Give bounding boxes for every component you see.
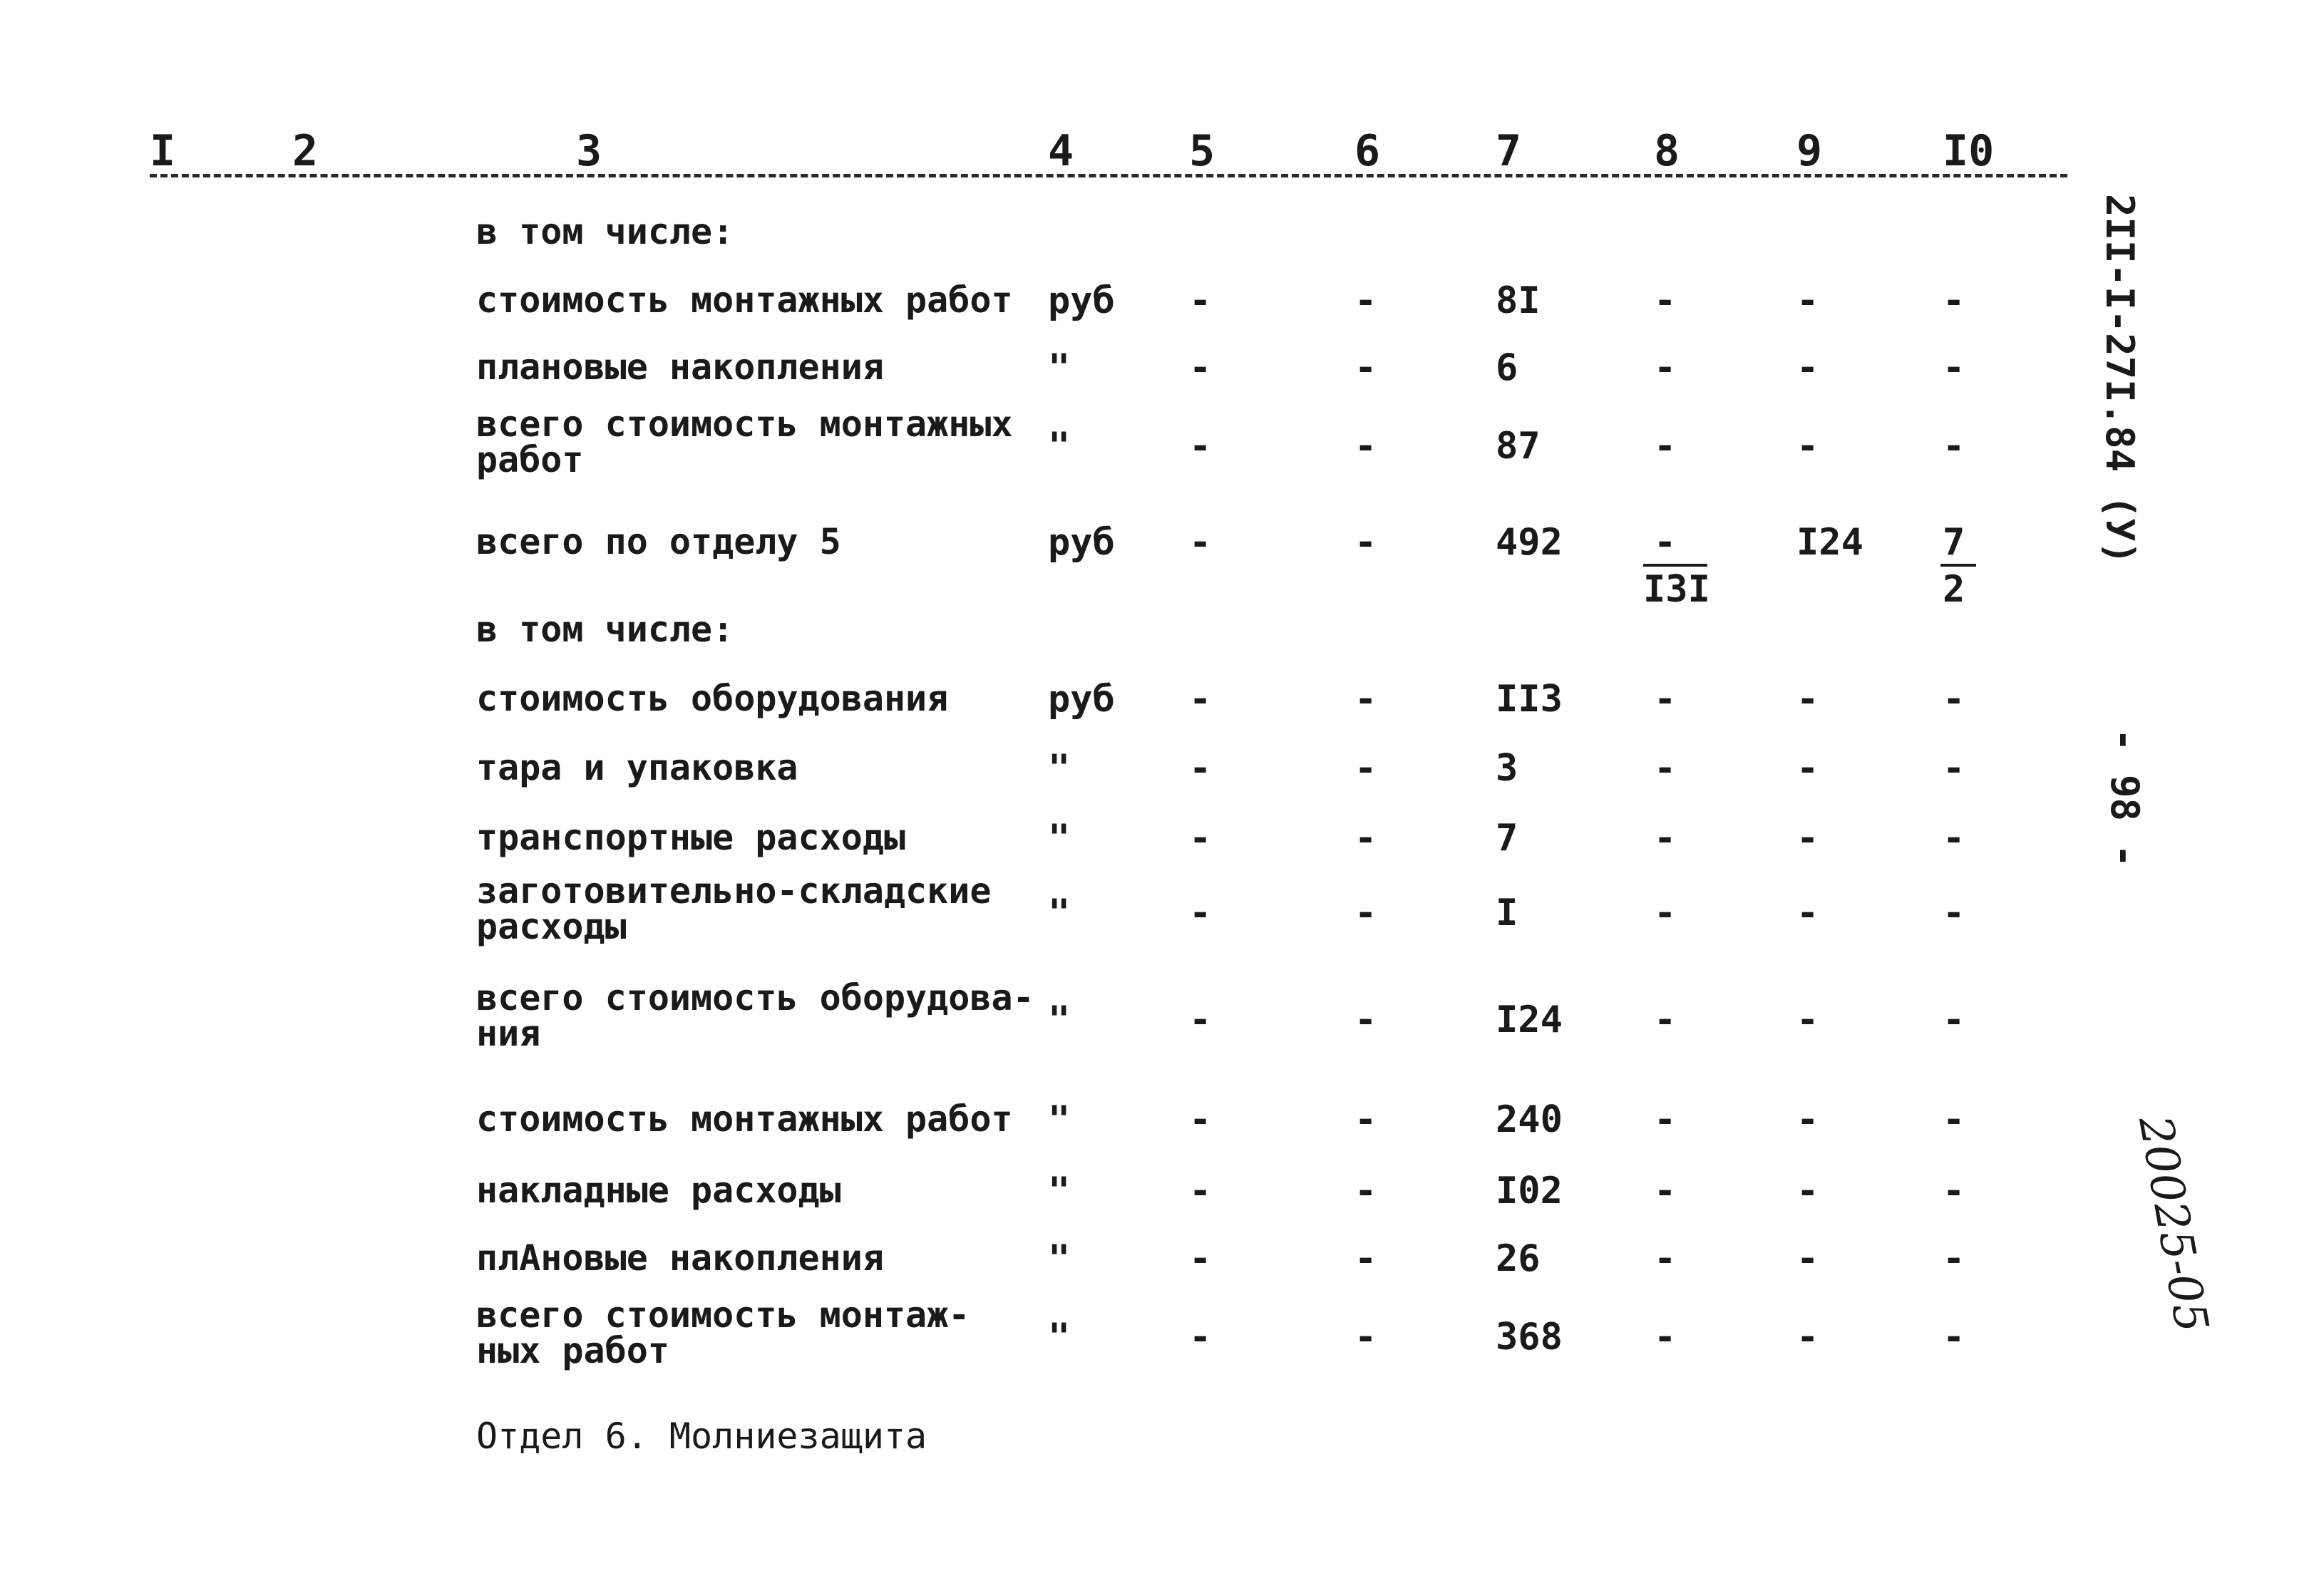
cell-c5: - (1189, 521, 1212, 564)
cell-c4: " (1048, 1098, 1071, 1141)
table-row (0, 346, 2324, 392)
handwritten-number: 20025-05 (2128, 1112, 2218, 1336)
cell-c9: - (1796, 817, 1819, 860)
fraction-line (1940, 564, 1976, 567)
cell-c4: " (1048, 999, 1071, 1041)
row-label-line: стоимость монтажных работ (476, 279, 1013, 321)
cell-c9: - (1796, 1170, 1819, 1212)
column-header-6: 6 (1354, 126, 1381, 176)
cell-c8: - (1654, 346, 1677, 389)
cell-c4: " (1048, 817, 1071, 860)
table-row (0, 678, 2324, 723)
row-label-line: всего по отделу 5 (476, 521, 841, 562)
column-header-10: I0 (1943, 126, 1995, 176)
cell-c10: - (1943, 279, 1965, 322)
cell-c8: - (1654, 678, 1677, 721)
cell-c10: - (1943, 1170, 1965, 1212)
row-label-line: ных работ (476, 1330, 669, 1371)
row-label (476, 1237, 884, 1279)
row-label (476, 747, 798, 788)
cell-c8: - (1654, 1098, 1677, 1141)
cell-c4: руб (1048, 678, 1115, 721)
row-label (476, 977, 1034, 1054)
cell-c9: - (1796, 747, 1819, 790)
row-label (476, 521, 841, 562)
row-label-line: в том числе: (476, 609, 734, 650)
cell-c6: - (1354, 892, 1377, 934)
cell-c10: - (1943, 425, 1965, 468)
cell-c9: - (1796, 1098, 1819, 1141)
fraction-line (1643, 564, 1707, 567)
cell-c10-sub: 2 (1943, 568, 1965, 611)
cell-c9: - (1796, 279, 1819, 322)
cell-c8: - (1654, 817, 1677, 860)
row-label (476, 211, 734, 252)
table-row (0, 521, 2324, 611)
cell-c6: - (1354, 817, 1377, 860)
cell-c6: - (1354, 1170, 1377, 1212)
cell-c5: - (1189, 892, 1212, 934)
column-header-4: 4 (1048, 126, 1074, 176)
cell-c6: - (1354, 678, 1377, 721)
cell-c7: 7 (1496, 817, 1518, 860)
cell-c4: " (1048, 346, 1071, 389)
row-label-line: всего стоимость монтажных (476, 403, 1013, 445)
cell-c4: руб (1048, 279, 1115, 322)
cell-c7: 8I (1496, 279, 1541, 322)
table-row (0, 403, 2324, 480)
row-label-line: расходы (476, 906, 627, 947)
table-row (0, 747, 2324, 793)
cell-c7: 26 (1496, 1237, 1541, 1280)
cell-c10: - (1943, 1098, 1965, 1141)
cell-c5: - (1189, 999, 1212, 1041)
cell-c6: - (1354, 279, 1377, 322)
row-label (476, 279, 1013, 321)
cell-c10: - (1943, 892, 1965, 934)
row-label (476, 870, 992, 947)
cell-c9: - (1796, 1237, 1819, 1280)
column-header-1: I (150, 126, 176, 176)
cell-c9: - (1796, 999, 1819, 1041)
cell-c7: II3 (1496, 678, 1563, 721)
cell-c6: - (1354, 999, 1377, 1041)
row-label (476, 1294, 970, 1371)
cell-c9: - (1796, 1316, 1819, 1358)
cell-c10: - (1943, 1237, 1965, 1280)
cell-c7: 492 (1496, 521, 1563, 564)
cell-c7: I02 (1496, 1170, 1563, 1212)
cell-c8-sub: I3I (1643, 568, 1710, 611)
cell-c5: - (1189, 279, 1212, 322)
section-heading: Отдел 6. Молниезащита (476, 1416, 927, 1457)
column-header-3: 3 (576, 126, 602, 176)
table-row (0, 977, 2324, 1054)
column-header-9: 9 (1796, 126, 1823, 176)
cell-c9: - (1796, 425, 1819, 468)
row-label (476, 678, 949, 719)
row-label (476, 1098, 1013, 1140)
cell-c7: 87 (1496, 425, 1541, 468)
row-label-line: всего стоимость монтаж- (476, 1294, 970, 1336)
cell-c5: - (1189, 1098, 1212, 1141)
cell-c8: - (1654, 999, 1677, 1041)
row-label-line: плАновые накопления (476, 1237, 884, 1279)
table-row (0, 1237, 2324, 1283)
cell-c4: " (1048, 892, 1071, 934)
table-row (0, 1098, 2324, 1144)
row-label-line: всего стоимость оборудова- (476, 977, 1034, 1019)
cell-c5: - (1189, 678, 1212, 721)
row-label (476, 817, 906, 858)
cell-c5: - (1189, 747, 1212, 790)
cell-c4: " (1048, 1316, 1071, 1358)
row-label (476, 1170, 841, 1211)
cell-c4: руб (1048, 521, 1115, 564)
cell-c10: - (1943, 817, 1965, 860)
cell-c7: 6 (1496, 346, 1518, 389)
cell-c6: - (1354, 747, 1377, 790)
cell-c4: " (1048, 1237, 1071, 1280)
page-number: - 98 - (2102, 728, 2147, 868)
cell-c10: - (1943, 747, 1965, 790)
row-label (476, 609, 734, 650)
column-header-8: 8 (1654, 126, 1680, 176)
cell-c7: 368 (1496, 1316, 1563, 1358)
cell-c10: - (1943, 1316, 1965, 1358)
cell-c5: - (1189, 1316, 1212, 1358)
cell-c10: 7 (1943, 521, 1965, 564)
cell-c6: - (1354, 1316, 1377, 1358)
cell-c6: - (1354, 425, 1377, 468)
column-header-2: 2 (292, 126, 319, 176)
row-label-line: стоимость оборудования (476, 678, 949, 719)
cell-c8: - (1654, 425, 1677, 468)
cell-c6: - (1354, 521, 1377, 564)
cell-c8: - (1654, 279, 1677, 322)
row-label-line: плановые накопления (476, 346, 884, 388)
cell-c4: " (1048, 747, 1071, 790)
row-label (476, 403, 1013, 480)
cell-c7: 240 (1496, 1098, 1563, 1141)
document-code: 2II-I-27I.84 (У) (2097, 194, 2142, 565)
cell-c7: I (1496, 892, 1518, 934)
cell-c6: - (1354, 1237, 1377, 1280)
cell-c6: - (1354, 346, 1377, 389)
cell-c8: - (1654, 747, 1677, 790)
row-label-line: работ (476, 439, 584, 480)
cell-c7: 3 (1496, 747, 1518, 790)
table-row (0, 870, 2324, 947)
table-row (0, 1172, 2324, 1215)
row-label-line: накладные расходы (476, 1170, 841, 1211)
cell-c8: - (1654, 892, 1677, 934)
column-header-7: 7 (1496, 126, 1522, 176)
cell-c9: - (1796, 678, 1819, 721)
table-row (0, 211, 2324, 257)
cell-c5: - (1189, 346, 1212, 389)
row-label-line: стоимость монтажных работ (476, 1098, 1013, 1140)
cell-c8: - (1654, 1170, 1677, 1212)
cell-c4: " (1048, 1170, 1071, 1212)
cell-c9: - (1796, 346, 1819, 389)
row-label-line: ния (476, 1013, 541, 1054)
cell-c9: - (1796, 892, 1819, 934)
cell-c10: - (1943, 346, 1965, 389)
cell-c8: - (1654, 1237, 1677, 1280)
table-row (0, 1294, 2324, 1371)
cell-c6: - (1354, 1098, 1377, 1141)
cell-c5: - (1189, 817, 1212, 860)
row-label (476, 346, 884, 388)
cell-c4: " (1048, 425, 1071, 468)
cell-c9: I24 (1796, 521, 1863, 564)
table-row (0, 817, 2324, 862)
cell-c7: I24 (1496, 999, 1563, 1041)
header-rule (150, 174, 2067, 177)
row-label-line: тара и упаковка (476, 747, 798, 788)
row-label-line: транспортные расходы (476, 817, 906, 858)
cell-c5: - (1189, 1237, 1212, 1280)
cell-c8: - (1654, 521, 1677, 564)
column-header-5: 5 (1189, 126, 1215, 176)
cell-c10: - (1943, 678, 1965, 721)
cell-c5: - (1189, 1170, 1212, 1212)
cell-c5: - (1189, 425, 1212, 468)
table-row (0, 609, 2324, 654)
cell-c8: - (1654, 1316, 1677, 1358)
table-row (0, 279, 2324, 325)
cell-c10: - (1943, 999, 1965, 1041)
row-label-line: заготовительно-складские (476, 870, 992, 912)
row-label-line: в том числе: (476, 211, 734, 252)
